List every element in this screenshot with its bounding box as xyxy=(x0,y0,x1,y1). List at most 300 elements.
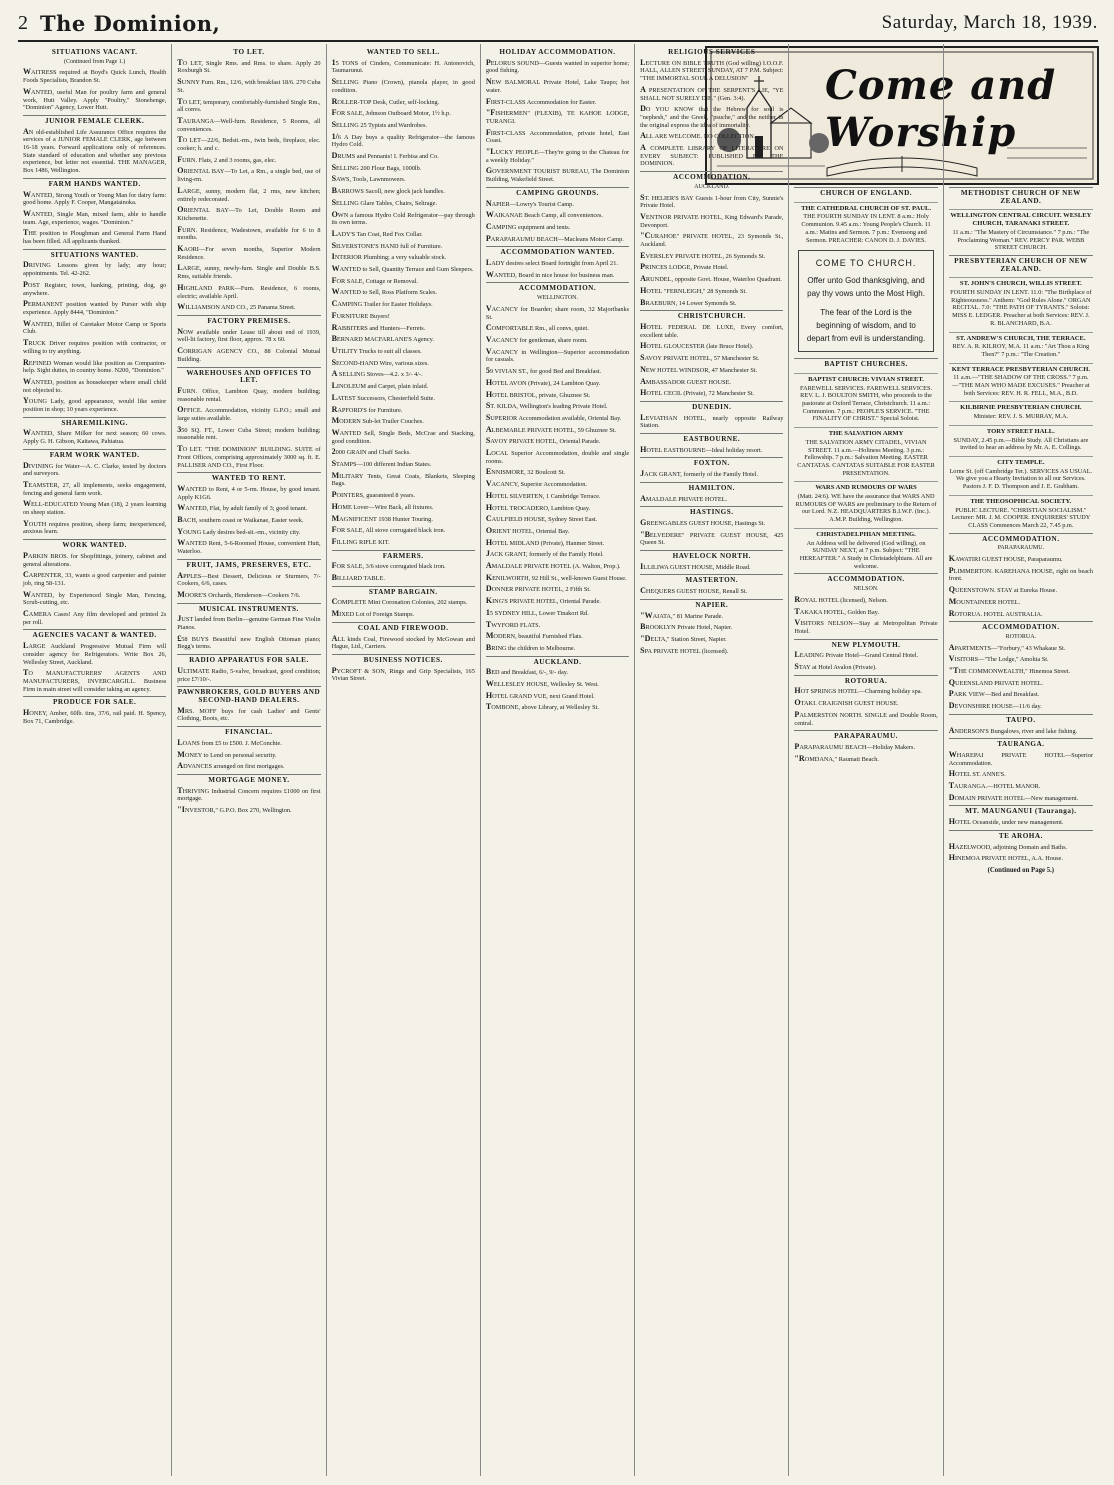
classified-ad: FURNITURE Buyers! xyxy=(331,310,390,320)
classified-ad: HOTEL CECIL (Private), 72 Manchester St. xyxy=(640,388,755,398)
come-to-church-line-1: Offer unto God thanksgiving, and pay thy vows unto the Most High. xyxy=(807,276,925,299)
classified-ad: 15 SYDNEY HILL, Lower Tinakori Rd. xyxy=(485,607,589,617)
classified-ad: SELLING 200 Flour Bags, 1000lb. xyxy=(331,162,422,172)
classified-ad: AMALDALE PRIVATE HOTEL. xyxy=(640,493,728,503)
classified-ad: WANTED, Flat, by adult family of 3; good tenant. xyxy=(177,503,308,513)
section-heading: CAMPING GROUNDS. xyxy=(486,187,629,198)
classified-ad: QUEENSLAND PRIVATE HOTEL. xyxy=(948,677,1044,687)
classified-ad: ST. KILDA, Wellington's leading Private Hotel. xyxy=(485,401,608,411)
classified-ad: ROTORUA. HOTEL AUSTRALIA. xyxy=(948,608,1043,618)
classified-ad: WANTED Rent, 5-6-Roomed House, convenient Hutt, Waterloo. xyxy=(177,538,321,556)
section-heading: ACCOMMODATION. xyxy=(640,171,783,182)
church-service-details: SUNDAY, 2.45 p.m.—Bible Study. All Christians are invited to hear an address by Mr. A. E. Collings. xyxy=(953,436,1089,452)
section-heading: ACCOMMODATION. xyxy=(486,282,629,293)
classified-ad: SILVERSTONE'S HAND full of Furniture. xyxy=(331,240,443,250)
classified-ad: POST Register, town, banking, printing, dog, go anywhere. xyxy=(23,279,167,297)
newspaper-columns xyxy=(18,44,1098,1476)
section-heading: RELIGIOUS SERVICES xyxy=(668,48,756,56)
classified-ad: TO MANUFACTURERS' AGENTS AND MANUFACTURERS, INVERCARGILL. Business Firm in main street will consider taking an agency. xyxy=(23,668,167,693)
classified-ad: MOUNTAINEER HOTEL. xyxy=(948,596,1021,606)
classified-ad: HIGHLAND PARK—Furn. Residence, 6 rooms, electric; available April. xyxy=(177,282,321,300)
section-subheading: WELLINGTON. xyxy=(536,295,579,302)
classified-ad: LINOLEUM and Carpet, plain inlaid. xyxy=(331,381,429,391)
classified-ad: HAZELWOOD, adjoining Domain and Baths. xyxy=(948,841,1068,851)
church-name: KILBIRNIE PRESBYTERIAN CHURCH. xyxy=(949,401,1093,412)
classified-ad: EVERSLEY PRIVATE HOTEL, 26 Symonds St. xyxy=(640,250,766,260)
classified-ad: ALBEMARLE PRIVATE HOTEL, 59 Ghuznee St. xyxy=(485,424,617,434)
church-service-details: 11 a.m.—"THE SHADOW OF THE CROSS." 7 p.m.—"THE MAN WHO MADE EXCUSES." Preacher at both Services: REV. H. R. FELL, M.A., B.D. xyxy=(952,374,1090,397)
classified-ad: MODERN, beautiful Furnished Flats. xyxy=(485,631,583,641)
classified-ad: ANDERSON'S Bungalows, river and lake fishing. xyxy=(948,725,1078,735)
column-2 xyxy=(172,44,326,1476)
classified-ad: FOR SALE, Johnson Outboard Motor, 1½ h.p. xyxy=(331,108,451,118)
classified-ad: DRUMS and Pennants! I. Ferbisa and Co. xyxy=(331,151,439,161)
classified-ad: ULTIMATE Radio, 5-valve, broadcast, good condition; price £7/10/-. xyxy=(177,665,321,683)
classified-ad: APPLES—Best Dessert, Delicious or Sturmers, 7/- Cookers, 6/6, cases. xyxy=(177,570,321,588)
section-heading: FARM HANDS WANTED. xyxy=(23,178,166,189)
classified-ad: TAURANGA—Well-furn. Residence, 5 Rooms, all conveniences. xyxy=(177,115,321,133)
classified-ad: JACK GRANT, formerly of the Family Hotel. xyxy=(485,549,604,559)
section-heading: HASTINGS. xyxy=(640,506,783,517)
classified-ad: JACK GRANT, formerly of the Family Hotel. xyxy=(640,469,759,479)
come-to-church-line-2: The fear of the Lord is the beginning of wisdom, and to depart from evil is understanding. xyxy=(806,308,926,344)
classified-ad: LECTURE ON BIBLE TRUTH (God willing) I.O.O.F. HALL, ALLEN STREET, SUNDAY, AT 7 P.M. Subject: "THE IMMORTAL SOUL A DELUSION" xyxy=(640,57,784,83)
classified-ad: ORIENTAL BAY—To Let, a Rm., a single bed, use of living-rm. xyxy=(177,166,321,184)
classified-ad: LOCAL Superior Accommodation, double and single rooms. xyxy=(485,448,630,465)
classified-ad: LADY'S Tan Coat, Red Fox Collar. xyxy=(331,228,423,238)
section-heading: ROTORUA. xyxy=(794,675,937,686)
section-heading: SITUATIONS VACANT. xyxy=(51,48,138,56)
classified-ad: WAIKANAE Beach Camp, all conveniences. xyxy=(485,210,603,220)
church-name: THE THEOSOPHICAL SOCIETY. xyxy=(949,495,1093,506)
classified-ad: HOTEL FEDERAL DE LUXE, Every comfort, excellent table. xyxy=(640,321,784,339)
come-to-church-title: COME TO CHURCH. xyxy=(815,258,917,269)
classified-ad: MIXED Lot of Foreign Stamps. xyxy=(331,609,415,619)
church-name: BAPTIST CHURCH: VIVIAN STREET. xyxy=(794,373,937,384)
section-heading: MT. MAUNGANUI (Tauranga). xyxy=(949,805,1093,816)
classified-ad: WANTED, Single Man, mixed farm, able to handle team. Age, experience, wages. "Dominion." xyxy=(23,208,167,226)
section-heading: RADIO APPARATUS FOR SALE. xyxy=(177,654,320,665)
classified-ad: BARROWS Sacoll, new glock jack handles. xyxy=(331,186,445,196)
classified-ad: OFFICE. Accommodation, vicinity G.P.O.; small and large suites available. xyxy=(177,405,321,423)
classified-ad: BED and Breakfast, 6/-, 9/- day. xyxy=(485,667,569,677)
classified-ad: YOUTH requires position, sheep farm; inexperienced, anxious learn. xyxy=(23,518,167,536)
section-subheading: NELSON. xyxy=(853,586,879,593)
classified-ad: PARAPARAUMU BEACH—Holiday Makers. xyxy=(794,741,916,751)
church-name: THE SALVATION ARMY xyxy=(794,427,937,438)
church-name: CITY TEMPLE. xyxy=(949,456,1093,467)
classified-ad: TOMBONE, above Library, at Wellesley St. xyxy=(485,702,599,712)
section-heading: ACCOMMODATION. xyxy=(949,533,1093,544)
section-heading: SITUATIONS WANTED. xyxy=(23,249,166,260)
section-subheading: ROTORUA. xyxy=(1005,633,1037,640)
classified-ad: VACANCY for gentleman, share room. xyxy=(485,334,588,344)
section-heading: TAUPO. xyxy=(949,714,1093,725)
classified-ad: UTILITY Trucks to suit all classes. xyxy=(331,345,422,355)
classified-ad: COMFORTABLE Rm., all convs, quiet. xyxy=(485,323,589,333)
church-service-details: (Matt. 24:6). WE have the assurance that WARS AND RUMOURS OF WARS are preliminary to the Return of our Lord. N.Z. HEADQUARTERS B.I.W.F. (Inc.). A.M.P. Building, Wellington. xyxy=(795,493,937,524)
section-heading: JUNIOR FEMALE CLERK. xyxy=(23,115,166,126)
classified-ad: MAGNIFICENT 1938 Hunter Touring. xyxy=(331,513,433,523)
paper-name: The Dominion, xyxy=(40,10,221,36)
section-heading: FOXTON. xyxy=(640,457,783,468)
section-heading: BUSINESS NOTICES. xyxy=(332,654,475,665)
classified-ad: RABBITERS and Hunters—Ferrets. xyxy=(331,322,426,332)
classified-ad: A SELLING Stoves—4.2. x 3/- 4/-. xyxy=(331,369,423,379)
classified-ad: 1/6 A Day buys a quality Refrigerator—the famous Hydro Cold. xyxy=(331,131,475,149)
classified-ad: RAPFORD'S for Furniture. xyxy=(331,404,403,414)
classified-ad: DO YOU KNOW that the Hebrew for soul is "nephesh," and the Greek, "psuche," and the neither in the original express the idea of immortality. xyxy=(640,104,784,129)
classified-ad: WHAREPAI PRIVATE HOTEL—Superior Accommodation. xyxy=(948,749,1093,767)
section-subheading: PARAPARAUMU. xyxy=(997,545,1045,552)
section-heading: PAWNBROKERS, GOLD BUYERS AND SECOND-HAND DEALERS. xyxy=(177,688,321,704)
classified-ad: HINEMOA PRIVATE HOTEL, A.A. House. xyxy=(948,853,1063,863)
classified-ad: NEW HOTEL WINDSOR, 47 Manchester St. xyxy=(640,364,758,374)
classified-ad: VACANCY in Wellington—Superior accommodation for casuals. xyxy=(485,346,630,364)
classified-ad: SELLING Piano (Crown), pianola player, in good condition. xyxy=(331,77,475,94)
classified-ad: WANTED Sell, Single Beds, McCrae and Stacking, good condition. xyxy=(331,427,475,445)
section-heading: FARM WORK WANTED. xyxy=(23,449,166,460)
classified-ad: PYCROFT & SON, Rings and Grip Specialists, 165 Vivian Street. xyxy=(331,665,475,683)
classified-ad: "FISHERMEN" (FLEXIB), TE KAHOE LODGE, TURANGI. xyxy=(485,108,630,125)
classified-ad: "THE COMMONWEALTH," Hinemoa Street. xyxy=(948,666,1071,676)
column-7 xyxy=(944,44,1098,1476)
section-heading: HAVELOCK NORTH. xyxy=(640,550,783,561)
section-heading: PRESBYTERIAN CHURCH OF NEW ZEALAND. xyxy=(949,255,1093,273)
classified-ad: £58 BUYS Beautiful new English Ottoman piano; Begg's terms. xyxy=(177,633,321,651)
classified-ad: NAPIER—Lowry's Tourist Camp. xyxy=(485,198,574,208)
classified-ad: ILLILIWA GUEST HOUSE, Middle Road. xyxy=(640,561,751,571)
classified-ad: FILLING RIFLE KIT. xyxy=(331,536,390,546)
classified-ad: SUPERIOR Accommodation available, Oriental Bay. xyxy=(485,412,622,422)
classified-ad: CAMPING equipment and tents. xyxy=(485,221,571,231)
classified-ad: CORRIGAN AGENCY CO., 88 Colonial Mutual Building. xyxy=(177,346,321,363)
classified-ad: KAORI—For seven months, Superior Modern Residence. xyxy=(177,244,321,261)
classified-ad: A PRESENTATION OF THE SERPENT'S LIE, "YE SHALL NOT SURELY DIE." (Gen. 3:4). xyxy=(640,84,784,102)
classified-ad: FOR SALE, 3/6 stove corrugated black iron. xyxy=(331,561,446,571)
section-heading: HAMILTON. xyxy=(640,482,783,493)
continued-note: (Continued on Page 5.) xyxy=(987,867,1055,874)
classified-ad: MRS. MOFF buys for cash Ladies' and Gents' Clothing, Boots, etc. xyxy=(177,705,321,723)
classified-ad: KENILWORTH, 92 Hill St., well-known Guest House. xyxy=(485,572,627,582)
classified-ad: "ROMDANA," Raumati Beach. xyxy=(794,753,879,763)
classified-ad: 350 SQ. FT., Lower Cuba Street; modern building; reasonable rent. xyxy=(177,424,321,442)
section-heading: WAREHOUSES AND OFFICES TO LET. xyxy=(177,367,320,385)
section-heading: TO LET. xyxy=(233,48,265,56)
section-heading: AGENCIES VACANT & WANTED. xyxy=(23,629,166,640)
classified-ad: WANTED, useful Man for poultry farm and general work, Hutt Valley. Apply "Poultry," Stonehenge, "Dominion" Agency, Lower Hutt. xyxy=(23,86,167,112)
classified-ad: BACH, southern coast or Waikanae, Easter week. xyxy=(177,515,304,525)
classified-ad: WANTED to Sell, Quantity Terrace and Gum Sleepers. xyxy=(331,264,474,274)
section-heading: HOLIDAY ACCOMMODATION. xyxy=(499,48,616,56)
classified-ad: ALL ARE WELCOME. NO COLLECTION. xyxy=(640,131,756,141)
classified-ad: FURN. Residence, Wadestown, available for 6 to 8 months. xyxy=(177,224,321,242)
classified-ad: ORIENT HOTEL, Oriental Bay. xyxy=(485,525,570,535)
church-name: CHRISTADELPHIAN MEETING. xyxy=(794,528,937,539)
classified-ad: CHEQUERS GUEST HOUSE, Renall St. xyxy=(640,586,748,596)
classified-ad: SAWS, Tools, Lawnmowers. xyxy=(331,174,406,184)
classified-ad: WELL-EDUCATED Young Man (18), 2 years learning on sheep station. xyxy=(23,499,167,517)
classified-ad: SUNNY Furn. Rm., 12/6, with breakfast 18/6. 270 Cuba St. xyxy=(177,77,321,94)
classified-ad: 59 VIVIAN ST., for good Bed and Breakfast. xyxy=(485,366,602,376)
section-heading: FRUIT, JAMS, PRESERVES, ETC. xyxy=(177,559,320,570)
classified-ad: SPA PRIVATE HOTEL (licensed). xyxy=(640,645,729,655)
classified-ad: GOVERNMENT TOURIST BUREAU, The Dominion Building, Wakefield Street. xyxy=(485,166,630,184)
classified-ad: 2000 GRAIN and Chaff Sacks. xyxy=(331,447,411,457)
section-heading: AUCKLAND. xyxy=(486,656,629,667)
classified-ad: AMALDALE PRIVATE HOTEL (A. Walton, Prop.). xyxy=(485,561,621,571)
classified-ad: HOTEL ST. ANNE'S. xyxy=(948,769,1006,779)
classified-ad: STAY at Hotel Avalon (Private). xyxy=(794,662,877,672)
section-heading: COAL AND FIREWOOD. xyxy=(332,622,475,633)
classified-ad: LARGE, sunny, newly-furn. Single and Double B.S. Rms, suitable friends. xyxy=(177,263,321,281)
classified-ad: A COMPLETE LIBRARY OF LITERATURE ON EVERY SUBJECT: PUBLISHED BY THE DOMINION. xyxy=(640,143,784,168)
section-heading: CHRISTCHURCH. xyxy=(640,310,783,321)
classified-ad: LADY desires select Board fortnight from April 21. xyxy=(485,258,618,268)
classified-ad: NEW BALMORAL Private Hotel, Lake Taupo; hot water. xyxy=(485,77,630,94)
classified-ad: JUST landed from Berlin—genuine German Fine Violin Pianos. xyxy=(177,614,321,632)
section-heading: FACTORY PREMISES. xyxy=(177,315,320,326)
classified-ad: OTAKI. CRAIGNISH GUEST HOUSE. xyxy=(794,698,899,708)
classified-ad: TRUCK Driver requires position with contractor, or willing to try anything. xyxy=(23,338,167,355)
section-heading: NEW PLYMOUTH. xyxy=(794,639,937,650)
classified-ad: TWYFORD FLATS. xyxy=(485,619,541,629)
classified-ad: KING'S PRIVATE HOTEL, Oriental Parade. xyxy=(485,596,601,606)
banner-spacer xyxy=(949,44,1093,184)
classified-ad: QUEENSTOWN. STAY at Eureka House. xyxy=(948,585,1058,595)
section-heading: ACCOMMODATION WANTED. xyxy=(486,246,629,257)
classified-ad: LARGE Auckland Progressive Mutual Firm will consider agency for Refrigerators. Write Box 26, Wellesley Street, Auckland. xyxy=(23,641,167,666)
section-subheading: (Continued from Page 1.) xyxy=(63,58,126,65)
classified-ad: ROYAL HOTEL (licensed), Nelson. xyxy=(794,594,888,604)
classified-ad: VACANCY for Boarder; share room, 32 Majoribanks St. xyxy=(485,303,630,321)
church-service-details: 11 a.m.: "The Mastery of Circumstance." 7 p.m.: "The Proclaiming Woman." REV. PERCY PAR. WEBB STREET CHURCH. xyxy=(952,228,1090,252)
classified-ad: CAULFIELD HOUSE, Sydney Street East. xyxy=(485,514,598,524)
page-number: 2 xyxy=(18,11,28,34)
classified-ad: APARTMENTS—"Forbury," 43 Whakaue St. xyxy=(948,642,1066,652)
classified-ad: REFINED Woman would like position as Companion-help. Sight duties, in country home. N200, "Dominion." xyxy=(23,357,167,375)
classified-ad: VACANCY, Superior Accommodation. xyxy=(485,479,588,489)
classified-ad: THE position to Ploughman and General Farm Hand has been filled. All applicants thanked. xyxy=(23,228,167,246)
classified-ad: VENTNOR PRIVATE HOTEL, King Edward's Parade, Devonport. xyxy=(640,211,784,229)
classified-ad: WILLIAMSON AND CO., 25 Panama Street. xyxy=(177,302,296,312)
classified-ad: MILITARY Tents, Great Coats, Blankets, Sleeping Bags. xyxy=(331,470,475,488)
classified-ad: LEADING Private Hotel—Grand Central Hotel. xyxy=(794,650,919,660)
classified-ad: CAMERA Cases! Any film developed and printed 2s per roll. xyxy=(23,609,167,626)
classified-ad: DRIVING Lessons given by lady; any hour; appointments. Tel. 42-262. xyxy=(23,260,167,278)
classified-ad: SECOND-HAND Wire, various sizes. xyxy=(331,357,429,367)
section-heading: TAURANGA. xyxy=(949,738,1093,749)
classified-ad: ARUNDEL, opposite Govt. House, Waterloo Quadrant. xyxy=(640,274,782,284)
classified-ad: DEVONSHIRE HOUSE—11/6 day. xyxy=(948,701,1042,711)
column-6 xyxy=(789,44,943,1476)
classified-ad: TO LET. "THE DOMINION" BUILDING. SUITE of Front Offices, comprising approximately 3000 sq. ft. E. PALLISER AND CO., First Floor. xyxy=(177,444,321,469)
church-service-details: FOURTH SUNDAY IN LENT. 11.0: "The Birthplace of Righteousness." Anthem: "God Rules Alone." ORGAN RECITAL. 7.0: "THE PATH OF TYRANTS." Soloist: MISS E. LEDGER. Preacher at both Services: REV. J. R. BLANCHARD, B.A. xyxy=(950,289,1092,327)
classified-ad: BROOKLYN Private Hotel, Napier. xyxy=(640,622,733,632)
classified-ad: WANTED, by Experienced Single Man, Fencing, Scrub-cutting, etc. xyxy=(23,589,167,607)
section-heading: ACCOMMODATION. xyxy=(949,621,1093,632)
section-heading: METHODIST CHURCH OF NEW ZEALAND. xyxy=(949,187,1093,205)
classified-ad: TAKAKA HOTEL, Golden Bay. xyxy=(794,606,879,616)
section-heading: SHAREMILKING. xyxy=(23,417,166,428)
come-to-church-box xyxy=(798,250,933,352)
church-service-details: REV. A. R. KILROY, M.A. 11 a.m.: "Art Thou a King Then?" 7 p.m.: "The Creation." xyxy=(952,343,1090,358)
classified-ad: WELLESLEY HOUSE, Wellesley St. West. xyxy=(485,679,599,689)
church-service-details: Minister: REV. J. S. MURRAY, M.A. xyxy=(973,413,1069,421)
classified-ad: "CURAHOE" PRIVATE HOTEL, 23 Symonds St., Auckland. xyxy=(640,231,784,249)
section-heading: NAPIER. xyxy=(640,599,783,610)
church-service-details: Lorne St. (off Cambridge Ter.). SERVICES AS USUAL. We give you a Hearty Invitation to all our Services. Pastors J. F. D. Thompson and J. E. Grabham. xyxy=(949,467,1093,491)
classified-ad: PLIMMERTON. KAREHANA HOUSE, right on beach front. xyxy=(948,565,1093,583)
classified-ad: 15 TONS of Cinders, Communicate: H. Antonovich, Taumarunui. xyxy=(331,57,475,75)
classified-ad: TO LET, Single Rms. and Rms. to share. Apply 20 Roxburgh St. xyxy=(177,57,321,75)
classified-ad: LEVIATHAN HOTEL, nearly opposite Railway Station. xyxy=(640,412,784,430)
classified-ad: TAURANGA.—HOTEL MANOR. xyxy=(948,781,1041,791)
church-name: ST. ANDREW'S CHURCH, THE TERRACE. xyxy=(949,332,1093,343)
church-name: THE CATHEDRAL CHURCH OF ST. PAUL. xyxy=(794,202,937,213)
classified-ad: SELLING 25 Typists and Wardrobes. xyxy=(331,119,428,129)
classified-ad: HOTEL EASTBOURNE—Ideal holiday resort. xyxy=(640,444,763,454)
classified-ad: LATEST Successors, Chesterfield Suite. xyxy=(331,392,435,402)
section-heading: MASTERTON. xyxy=(640,574,783,585)
classified-ad: SELLING Glare Tables, Chairs, Seltrage. xyxy=(331,197,438,207)
classified-ad: ADVANCES arranged on first mortgages. xyxy=(177,761,285,771)
classified-ad: WANTED, Billet of Caretaker Motor Camp or Sports Club. xyxy=(23,318,167,336)
classified-ad: PARAPARAUMU BEACH—Macleans Motor Camp. xyxy=(485,233,624,243)
classified-ad: FURN. Flats, 2 and 3 rooms, gas, elec. xyxy=(177,154,277,164)
classified-ad: WANTED, position as housekeeper where small child not objected to. xyxy=(23,376,167,394)
church-name: ST. JOHN'S CHURCH, WILLIS STREET. xyxy=(949,277,1093,288)
issue-date: Saturday, March 18, 1939. xyxy=(881,12,1098,33)
classified-ad: FOR SALE, Cottage or Removal. xyxy=(331,275,418,285)
column-4 xyxy=(481,44,635,1476)
classified-ad: HOTEL TROCADERO, Lambton Quay. xyxy=(485,502,591,512)
section-heading: CHURCH OF ENGLAND. xyxy=(794,187,937,198)
classified-ad: CAMPING Trailer for Easter Holidays. xyxy=(331,299,433,309)
section-heading: WORK WANTED. xyxy=(23,539,166,550)
classified-ad: HOTEL MIDLAND (Private), Hanmer Street. xyxy=(485,537,605,547)
church-service-details: THE SALVATION ARMY CITADEL, VIVIAN STREET. 11 a.m.—Holiness Meeting. 3 p.m.: Fellowship. 7 p.m.: Salvation Meeting. EASTER CANTATAS. CANTATAS SUITABLE FOR EASTER PRESENTATION. xyxy=(797,438,935,477)
classified-ad: HONEY, Amber, 60lb. tins, 37/6, rail paid. H. Spency, Box 71, Cambridge. xyxy=(23,708,167,725)
banner-title: Come and Worship xyxy=(825,62,1057,156)
classified-ad: VISITORS NELSON—Stay at Metropolitan Private Hotel. xyxy=(794,618,938,635)
section-heading: FINANCIAL. xyxy=(177,726,320,737)
classified-ad: PARKIN BROS. for Shopfittings, joinery, cabinet and general alterations. xyxy=(23,550,167,568)
classified-ad: BRING the children to Melbourne. xyxy=(485,642,576,652)
church-name: TORY STREET HALL. xyxy=(949,425,1093,436)
classified-ad: WANTED, Strong Youth or Young Man for dairy farm: good home. Apply F. Cooper, Mangatainoka. xyxy=(23,189,167,207)
church-name: WARS AND RUMOURS OF WARS xyxy=(794,481,937,492)
classified-ad: YOUNG Lady, good appearance, would like senior position in shop; 10 years experience. xyxy=(23,396,167,414)
classified-ad: STAMPS—100 different Indian States. xyxy=(331,459,432,469)
classified-ad: TO LET—22/6, Bedsit.-rm., twin beds, fireplace, elec. cooker; h. and c. xyxy=(177,135,321,153)
classified-ad: MONEY to Lend on personal security. xyxy=(177,749,277,759)
section-heading: ACCOMMODATION. xyxy=(794,573,937,584)
section-heading: WANTED TO SELL. xyxy=(366,48,440,56)
classified-ad: ENNISMORE, 32 Boulcott St. xyxy=(485,467,566,477)
section-heading: EASTBOURNE. xyxy=(640,433,783,444)
column-1 xyxy=(18,44,172,1476)
classified-ad: OWN a famous Hydro Cold Refrigerator—pay through its own terms. xyxy=(331,209,475,227)
classified-ad: PERMANENT position wanted by Purser with ship experience. Apply 8444, "Dominion." xyxy=(23,299,167,316)
section-heading: FARMERS. xyxy=(332,550,475,561)
classified-ad: HOTEL "FERNLEIGH," 28 Symonds St. xyxy=(640,285,747,295)
classified-ad: PELORUS SOUND—Guests wanted in superior home; good fishing. xyxy=(485,57,630,75)
classified-ad: AMBASSADOR GUEST HOUSE. xyxy=(640,376,732,386)
classified-ad: WANTED to Sell, Ross Platform Scales. xyxy=(331,287,437,297)
classified-ad: CARPENTER, 33, wants a good carpenter and painter job, ring 58-131. xyxy=(23,570,167,587)
church-service-details: FAREWELL SERVICES. FAREWELL SERVICES. REV. L. J. BOULTON SMITH, who proceeds to the pastorate at Oxford Terrace, Christchurch. 11 a.m.: Communion. 7 p.m.: PEOPLE'S SERVICE. "THE FINALITY OF CHRIST." Special Soloist. xyxy=(800,384,933,423)
section-heading: BAPTIST CHURCHES. xyxy=(794,358,937,369)
classified-ad: "DELTA," Station Street, Napier. xyxy=(640,633,727,643)
classified-ad: HOTEL BRISTOL, private, Ghuznee St. xyxy=(485,389,591,399)
classified-ad: FIRST-CLASS Accommodation, private hotel, East Coast. xyxy=(485,127,630,145)
classified-ad: "BELVEDERE" PRIVATE GUEST HOUSE, 425 Queen St. xyxy=(640,529,784,547)
classified-ad: MODERN Sub-let Trailer Couches. xyxy=(331,416,424,426)
classified-ad: LARGE, sunny, modern flat, 2 rms, new kitchen; entirely redecorated. xyxy=(177,185,321,203)
classified-ad: FURN. Office, Lambton Quay, modern building; reasonable rental. xyxy=(177,385,321,403)
classified-ad: DONNER PRIVATE HOTEL, 2 Fifth St. xyxy=(485,584,591,594)
section-heading: DUNEDIN. xyxy=(640,401,783,412)
section-heading: TE AROHA. xyxy=(949,830,1093,841)
classified-ad: DIVINING for Water—A. C. Clarke, tested by doctors and surveyors. xyxy=(23,460,167,478)
classified-ad: ROLLER-TOP Desk, Cutler, self-locking. xyxy=(331,96,440,106)
classified-ad: INTERIOR Plumbing; a very valuable stock. xyxy=(331,252,447,262)
classified-ad: HOT SPRINGS HOTEL—Charming holiday spa. xyxy=(794,686,923,696)
classified-ad: HOME Lover—Wire Back, all fixtures. xyxy=(331,501,434,511)
classified-ad: TO LET, temporary, comfortably-furnished Single Rm., all convs. xyxy=(177,96,321,114)
classified-ad: ALL kinds Coal, Firewood stocked by McGowan and Hague, Ltd., Carriers. xyxy=(331,633,475,651)
classified-ad: LOANS from £5 to £500. J. McConchie. xyxy=(177,737,282,747)
classified-ad: KAWATIRI GUEST HOUSE, Paraparaumu. xyxy=(948,554,1063,564)
classified-ad: FOR SALE, All stove corrugated black iron. xyxy=(331,525,446,535)
classified-ad: SAVOY PRIVATE HOTEL, 57 Manchester St. xyxy=(640,353,760,363)
classified-ad: "LUCKY PEOPLE—They're going to the Chateau for a weekly Holiday." xyxy=(485,147,630,164)
classified-ad: NOW available under Lease till about end of 1939, well-lit factory, first floor, approx. 78 x 60. xyxy=(177,326,321,344)
masthead xyxy=(18,6,1098,42)
classified-ad: "INVESTOR," G.P.O. Box 270, Wellington. xyxy=(177,805,292,815)
classified-ad: HOTEL AVON (Private), 24 Lambton Quay. xyxy=(485,377,601,387)
classified-ad: WANTED, Share Milker for next season; 60 cows. Apply G. H. Gibson, Kaitawa, Pahiatua. xyxy=(23,428,167,446)
section-heading: MUSICAL INSTRUMENTS. xyxy=(177,603,320,614)
classified-ad: BRAEBURN, 14 Lower Symonds St. xyxy=(640,297,737,307)
classified-ad: WANTED, Board in nice house for business man. xyxy=(485,269,615,279)
church-name: WELLINGTON CENTRAL CIRCUIT. WESLEY CHURCH, TARANAKI STREET. xyxy=(949,209,1093,227)
section-heading: MORTGAGE MONEY. xyxy=(177,774,320,785)
classified-ad: POINTERS, guaranteed 8 years. xyxy=(331,490,415,500)
classified-ad: FIRST-CLASS Accommodation for Easter. xyxy=(485,96,597,106)
section-heading: WANTED TO RENT. xyxy=(177,472,320,483)
classified-ad: HOTEL GRAND VUE, next Grand Hotel. xyxy=(485,690,595,700)
classified-ad: HOTEL GLOUCESTER (late Bruce Hotel). xyxy=(640,341,754,351)
classified-ad: PRINCES LODGE, Private Hotel. xyxy=(640,262,729,272)
classified-ad: AN old-established Life Assurance Office requires the services of a JUNIOR FEMALE CLERK, age between 16-18 years. Forward applications only of references. State standard of education and whether any previous experience, but letter not essential. THE MANAGER, Box 1486, Wellington. xyxy=(23,126,167,175)
classified-ad: MOORE'S Orchards, Henderson—Cookers 7/6. xyxy=(177,589,301,599)
classified-ad: COMPLETE Mint Coronation Colonies, 202 stamps. xyxy=(331,597,468,607)
section-heading: PARAPARAUMU. xyxy=(794,730,937,741)
classified-ad: HOTEL SILVERTEN, 1 Cambridge Terrace. xyxy=(485,490,601,500)
classified-ad: WANTED to Rent, 4 or 5-rm. House, by good tenant. Apply K1G6. xyxy=(177,483,321,501)
church-service-details: PUBLIC LECTURE. "CHRISTIAN SOCIALISM." Lecturer: MR. J. M. COOPER. ENQUIRERS' STUDY CLASS Commences March 22, 7.45 p.m. xyxy=(951,506,1091,529)
classified-ad: THRIVING Industrial Concern requires £1000 on first mortgage. xyxy=(177,785,321,803)
banner-spacer xyxy=(794,44,937,184)
classified-ad: PALMERSTON NORTH. SINGLE and Double Room, central. xyxy=(794,709,938,727)
section-heading: STAMP BARGAIN. xyxy=(332,586,475,597)
column-3 xyxy=(327,44,481,1476)
classified-ad: TEAMSTER, 27, all implements, seeks engagement, fencing and general farm work. xyxy=(23,479,167,497)
classified-ad: "WAIATA," 81 Marine Parade. xyxy=(640,610,724,620)
classified-ad: PARK VIEW—Bed and Breakfast. xyxy=(948,689,1040,699)
